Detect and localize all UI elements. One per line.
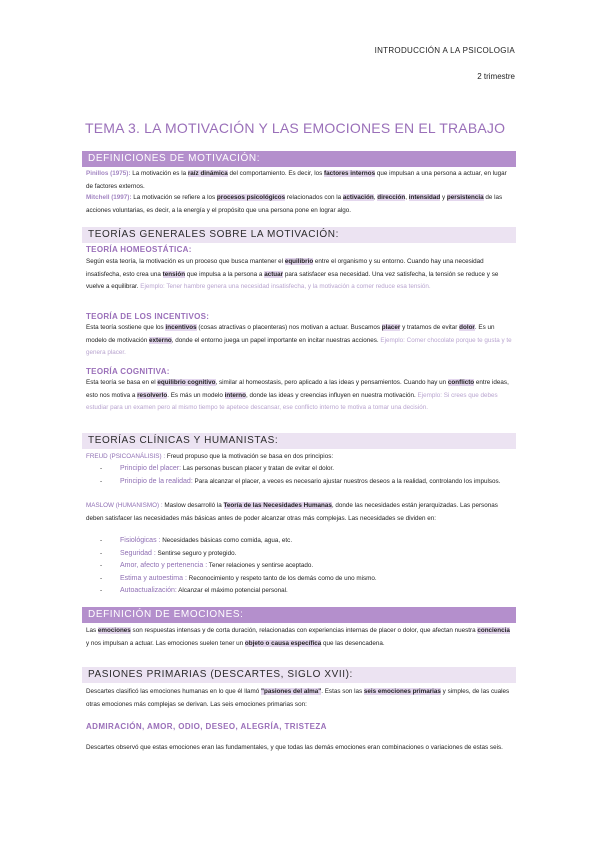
list-item-maslow-2: - Seguridad : Sentirse seguro y protegido. bbox=[100, 550, 237, 557]
definition-pinillos: Pinillos (1975): La motivación es la raíz dinámica del comportamiento. Es decir, los factores internos que impulsan a una persona a actuar, en lugar de factores externos. bbox=[86, 170, 507, 190]
subheading-incentivos: TEORÍA DE LOS INCENTIVOS: bbox=[86, 312, 210, 321]
list-item-maslow-4: - Estima y autoestima : Reconocimiento y respeto tanto de los demás como de uno mismo. bbox=[100, 575, 377, 582]
list-item-maslow-3: - Amor, afecto y pertenencia : Tener relaciones y sentirse aceptado. bbox=[100, 562, 314, 569]
section-heading-teorias-generales: TEORÍAS GENERALES SOBRE LA MOTIVACIÓN: bbox=[82, 227, 516, 243]
list-item-maslow-5: - Autoactualización: Alcanzar el máximo potencial personal. bbox=[100, 587, 288, 594]
paragraph-maslow: MASLOW (HUMANISMO) : Maslow desarrolló la Teoría de las Necesidades Humanas, donde las necesidades están jerarquizadas. Las personas deben satisfacer las necesidades más básicas antes de poder alcanzar otras más complejas. Las necesidades se dividen en: bbox=[86, 502, 498, 522]
paragraph-homeostatica: Según esta teoría, la motivación es un proceso que busca mantener el equilibrio entre el organismo y su entorno. Cuando hay una necesidad insatisfecha, esto crea una tensión que impulsa a la persona a actuar para satisfacer esa necesidad. Una vez satisfecha, la tensión se reduce y se vuelve a equilibrar. Ejemplo: Tener hambre genera una necesidad insatisfecha, y la motivación a comer reduce esa tensión. bbox=[86, 258, 499, 291]
definition-mitchell: Mitchell (1997): La motivación se refiere a los procesos psicológicos relacionados con la activación, dirección, intensidad y persistencia de las acciones voluntarias, es decir, a la energía y el propósito que una persona pone en lograr algo. bbox=[86, 194, 503, 214]
section-heading-definicion-emociones: DEFINICIÓN DE EMOCIONES: bbox=[82, 607, 516, 623]
paragraph-freud: FREUD (PSICOANÁLISIS) : Freud propuso que la motivación se basa en dos principios: bbox=[86, 453, 334, 460]
list-item-maslow-1: - Fisiológicas : Necesidades básicas como comida, agua, etc. bbox=[100, 537, 293, 544]
paragraph-incentivos: Esta teoría sostiene que los incentivos (cosas atractivas o placenteras) nos motivan a actuar. Buscamos placer y tratamos de evitar dolor. Es un modelo de motivación externo, donde el entorno juega un papel importante en incitar nuestras acciones. Ejemplo: Comer chocolate porque te gusta y te genera placer. bbox=[86, 324, 512, 357]
section-heading-teorias-clinicas: TEORÍAS CLÍNICAS Y HUMANISTAS: bbox=[82, 433, 516, 449]
course-header: INTRODUCCIÓN A LA PSICOLOGIA bbox=[374, 46, 515, 55]
paragraph-cognitiva: Esta teoría se basa en el equilibrio cognitivo, similar al homeostasis, pero aplicado a las ideas y pensamientos. Cuando hay un conflicto entre ideas, esto nos motiva a resolverlo. Es más un modelo interno, donde las ideas y creencias influyen en nuestra motivación. Ejemplo: Si crees que debes estudiar para un examen pero al mismo tiempo te apetece descansar, ese conflicto interno te motiva a tomar una decisión. bbox=[86, 379, 509, 412]
subheading-homeostatica: TEORÍA HOMEOSTÁTICA: bbox=[86, 245, 192, 254]
paragraph-descartes-closing: Descartes observó que estas emociones eran las fundamentales, y que todas las demás emociones eran combinaciones o variaciones de estas seis. bbox=[86, 744, 503, 751]
paragraph-emociones: Las emociones son respuestas intensas y de corta duración, relacionadas con experiencias internas de placer o dolor, que afectan nuestra conciencia y nos impulsan a actuar. Las emociones suelen tener un objeto o causa específica que las desencadena. bbox=[86, 627, 510, 647]
section-heading-definiciones-motivacion: DEFINICIONES DE MOTIVACIÓN: bbox=[82, 151, 516, 167]
list-item-freud-2: - Principio de la realidad: Para alcanzar el placer, a veces es necesario ajustar nuestros deseos a la realidad, controlando los impulsos. bbox=[100, 478, 501, 485]
paragraph-pasiones: Descartes clasificó las emociones humanas en lo que él llamó "pasiones del alma". Estas son las seis emociones primarias y simples, de las cuales otras emociones más complejas se derivan. Las seis emociones primarias son: bbox=[86, 688, 510, 708]
term-header: 2 trimestre bbox=[477, 72, 515, 81]
page-title: TEMA 3. LA MOTIVACIÓN Y LAS EMOCIONES EN EL TRABAJO bbox=[85, 120, 506, 136]
subheading-cognitiva: TEORÍA COGNITIVA: bbox=[86, 367, 170, 376]
list-item-freud-1: - Principio del placer: Las personas buscan placer y tratan de evitar el dolor. bbox=[100, 465, 335, 472]
section-heading-pasiones-primarias: PASIONES PRIMARIAS (DESCARTES, SIGLO XVII): bbox=[82, 667, 516, 683]
primary-emotions-list: ADMIRACIÓN, AMOR, ODIO, DESEO, ALEGRÍA, TRISTEZA bbox=[86, 722, 327, 731]
